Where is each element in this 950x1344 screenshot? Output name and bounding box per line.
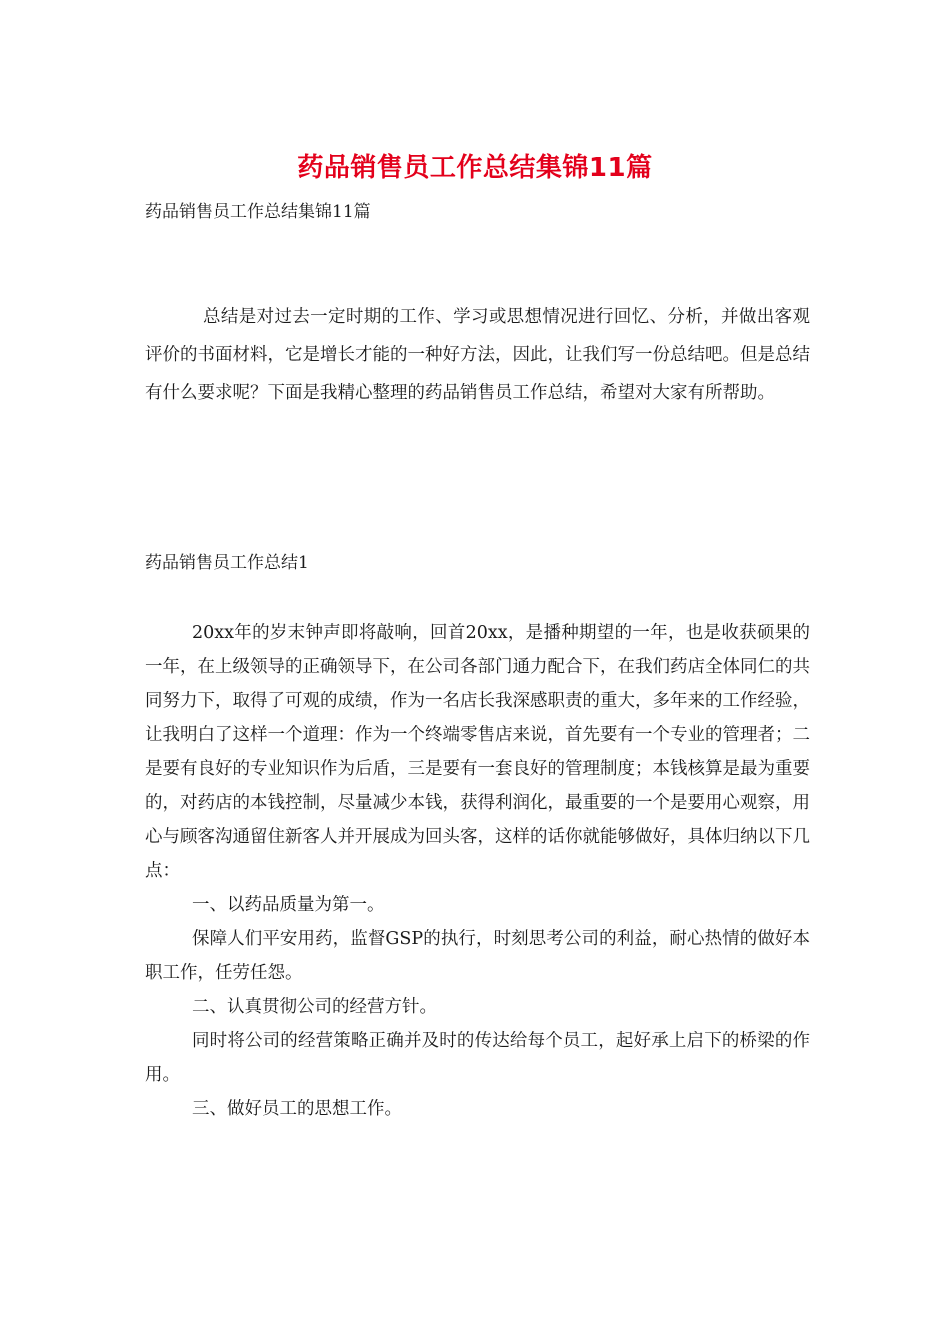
body-paragraph: 同时将公司的经营策略正确并及时的传达给每个员工，起好承上启下的桥梁的作用。	[145, 1031, 810, 1085]
body-paragraph: 20xx年的岁末钟声即将敲响，回首20xx，是播种期望的一年，也是收获硕果的一年，在上级领导的正确领导下，在公司各部门通力配合下，在我们药店全体同仁的共同努力下，取得了可观的成绩，作为一名店长我深感职责的重大，多年来的工作经验，让我明白了这样一个道理：作为一个终端零售店来说，首先要有一个专业的管理者；二是要有良好的专业知识作为后盾，三是要有一套良好的管理制度；本钱核算是最为重要的，对药店的本钱控制，尽量减少本钱，获得利润化，最重要的一个是要用心观察，用心与顾客沟通留住新客人并开展成为回头客，这样的话你就能够做好，具体归纳以下几点：	[145, 623, 810, 881]
body-heading: 三、做好员工的思想工作。	[192, 1099, 402, 1119]
document-title: 药品销售员工作总结集锦11篇	[297, 153, 653, 183]
intro-paragraph: 总结是对过去一定时期的工作、学习或思想情况进行回忆、分析，并做出客观评价的书面材料，它是增长才能的一种好方法，因此，让我们写一份总结吧。但是总结有什么要求呢？下面是我精心整理的药品销售员工作总结，希望对大家有所帮助。	[145, 307, 810, 403]
body-heading: 二、认真贯彻公司的经营方针。	[192, 997, 437, 1017]
section-title: 药品销售员工作总结1	[145, 553, 309, 573]
document-subtitle: 药品销售员工作总结集锦11篇	[145, 202, 371, 222]
body-paragraph: 保障人们平安用药，监督GSP的执行，时刻思考公司的利益，耐心热情的做好本职工作，任劳任怨。	[145, 929, 810, 983]
body-heading: 一、以药品质量为第一。	[192, 895, 385, 915]
section-body	[145, 616, 810, 1126]
